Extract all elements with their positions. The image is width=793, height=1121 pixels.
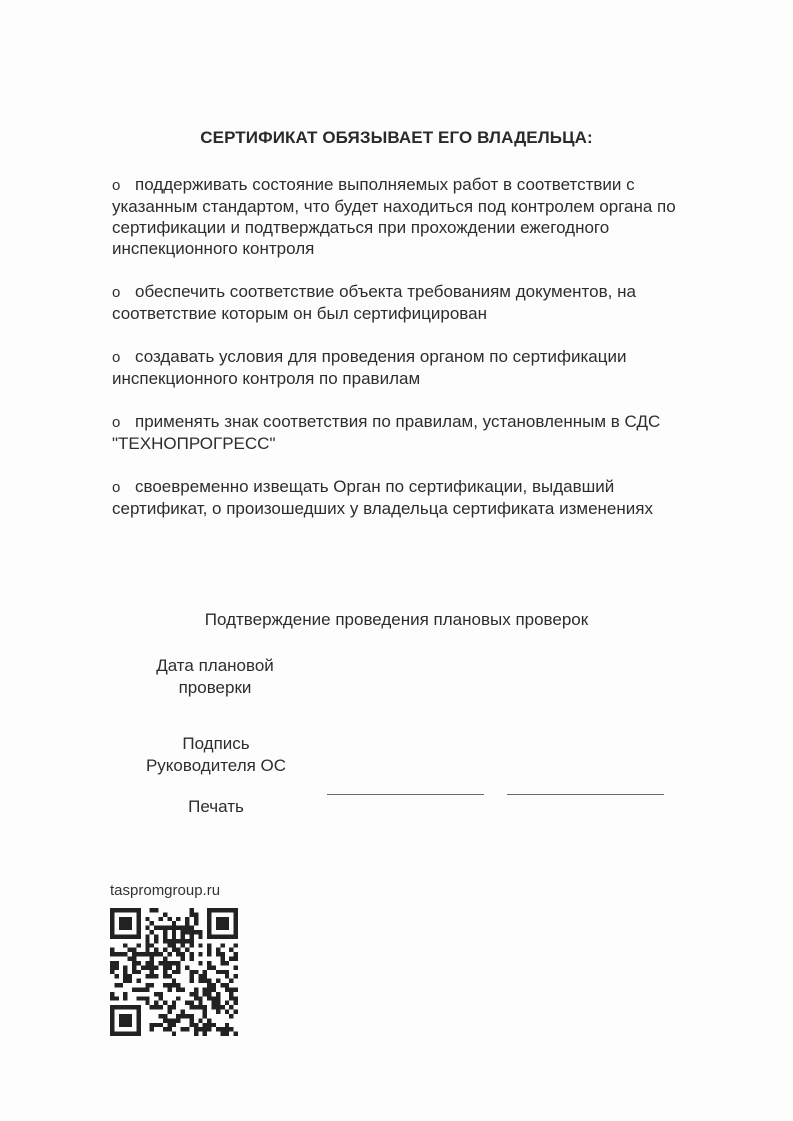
bullet-marker: o: [112, 479, 121, 496]
inspections-heading: Подтверждение проведения плановых проверок: [204, 610, 589, 629]
bullet-marker: o: [112, 414, 121, 431]
website-url: taspromgroup.ru: [110, 882, 221, 899]
bullet-marker: o: [112, 284, 121, 301]
list-item: [112, 411, 692, 454]
list-item: [112, 346, 692, 389]
obligation-text: обеспечить соответствие объекта требованиям документов, на соответствие которым он был сертифицирован: [112, 282, 636, 323]
bullet-marker: o: [112, 177, 121, 194]
obligation-text: поддерживать состояние выполняемых работ в соответствии с указанным стандартом, что будет находиться под контролем органа по сертификации и подтверждаться при прохождении ежегодного инспекционного контроля: [112, 175, 676, 258]
signature-label: Подпись Руководителя ОС: [145, 734, 287, 775]
obligations-list: [112, 174, 692, 541]
list-item: [112, 476, 692, 519]
obligation-text: своевременно извещать Орган по сертификации, выдавший сертификат, о произошедших у владельца сертификата изменениях: [112, 477, 653, 518]
inspection-date-label: Дата плановой проверки: [156, 656, 274, 697]
signature-line: [507, 794, 664, 795]
obligation-text: создавать условия для проведения органом по сертификации инспекционного контроля по правилам: [112, 347, 627, 388]
page-title: СЕРТИФИКАТ ОБЯЗЫВАЕТ ЕГО ВЛАДЕЛЬЦА:: [200, 128, 593, 147]
list-item: [112, 281, 692, 324]
seal-label: Печать: [188, 797, 244, 816]
bullet-marker: o: [112, 349, 121, 366]
list-item: [112, 174, 692, 259]
qr-code-icon: [110, 908, 238, 1036]
obligation-text: применять знак соответствия по правилам, установленным в СДС "ТЕХНОПРОГРЕСС": [112, 412, 661, 453]
signature-line: [327, 794, 484, 795]
